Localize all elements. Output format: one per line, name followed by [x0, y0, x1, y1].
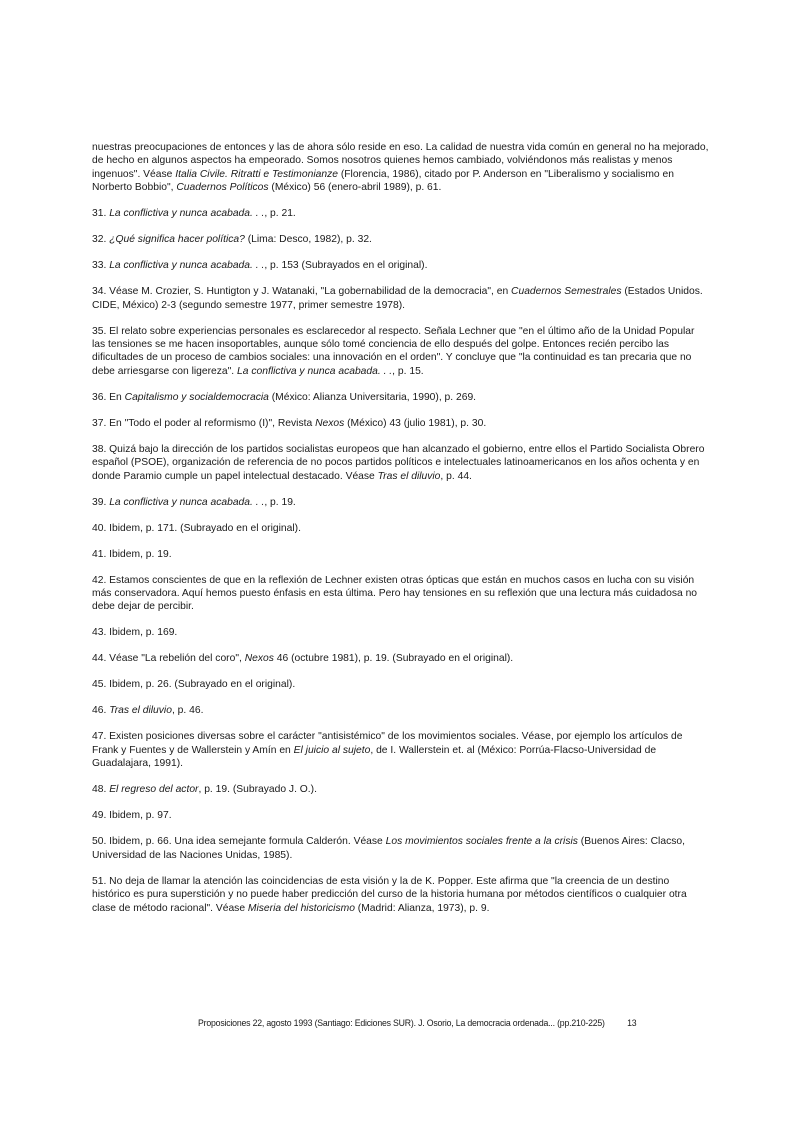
page-footer [198, 1017, 674, 1029]
endnote [92, 443, 710, 483]
endnote [92, 325, 710, 379]
endnote-italic-title: La conflictiva y nunca acabada. . . [109, 208, 265, 220]
endnote-text: (México: Alianza Universitaria, 1990), p. 269. [268, 391, 477, 403]
endnote-text: 43. Ibidem, p. 169. [92, 627, 178, 639]
endnote-text: 38. Quizá bajo la dirección de los partidos socialistas europeos que han alcanzado el gobierno, entre ellos el Partido Socialista Obrero español (PSOE), organización de referencia de no pocos partidos políticos e intelectuales latinoamericanos en los años ochenta y en donde Paramio cumple un papel intelectual destacado. Véase [92, 443, 705, 482]
endnote-text: , p. 15. [392, 365, 424, 377]
endnote [92, 626, 710, 639]
endnote [92, 259, 710, 272]
footer-citation: Proposiciones 22, agosto 1993 (Santiago: Ediciones SUR). J. Osorio, La democracia ordenada... (pp.210-225) [198, 1017, 605, 1028]
endnote [92, 835, 710, 862]
endnote [92, 875, 710, 915]
endnote [92, 496, 710, 509]
endnote-text: 45. Ibidem, p. 26. (Subrayado en el original). [92, 679, 296, 691]
endnote-text: (Lima: Desco, 1982), p. 32. [244, 234, 372, 246]
endnote [92, 391, 710, 404]
endnote [92, 730, 710, 770]
endnote-text: 46 (octubre 1981), p. 19. (Subrayado en el original). [273, 653, 514, 665]
endnote-text: 47. Existen posiciones diversas sobre el carácter "antisistémico" de los movimientos sociales. Véase, por ejemplo los artículos de Frank y Fuentes y de Wallerstein y Amín en [92, 731, 683, 756]
endnote [92, 285, 710, 312]
endnote-text: (Estados Unidos. CIDE, México) 2-3 (segundo semestre 1977, primer semestre 1978). [92, 286, 703, 311]
endnote [92, 141, 710, 195]
endnote-italic-title: Capitalismo y socialdemocracia [124, 391, 269, 403]
endnote-text: (Buenos Aires: Clacso, Universidad de las Naciones Unidas, 1985). [92, 836, 685, 861]
endnote-text: 33. [92, 260, 110, 272]
endnote-text: nuestras preocupaciones de entonces y las de ahora sólo reside en eso. La calidad de nuestra vida común en general no ha mejorado, de hecho en algunos aspectos ha empeorado. Somos nosotros quienes hemos cambiado, volviéndonos más realistas y menos ingenuos". Véase [92, 142, 709, 180]
endnote [92, 783, 710, 796]
endnote [92, 704, 710, 717]
endnote-italic-title: Los movimientos sociales frente a la crisis [385, 836, 578, 848]
endnote-italic-title: ¿Qué significa hacer política? [109, 234, 245, 246]
endnote-text: 37. En "Todo el poder al reformismo (I)", Revista [92, 417, 316, 429]
endnote-text: 42. Estamos conscientes de que en la reflexión de Lechner existen otras ópticas que están en muchos casos en lucha con su visión más conservadora. Aquí hemos puesto énfasis en esta última. Pero hay tensiones en su reflexión que una lectura más cuidadosa no debe dejar de percibir. [92, 574, 698, 613]
endnote-italic-title: Tras el diluvio [109, 705, 172, 717]
endnote-text: 48. [92, 784, 110, 796]
endnote [92, 652, 710, 665]
endnote-text: 46. [92, 705, 110, 717]
endnote-italic-title: El regreso del actor [109, 784, 199, 796]
endnote [92, 809, 710, 822]
endnote-text: 49. Ibidem, p. 97. [92, 810, 172, 822]
endnote-italic-title: Nexos [244, 653, 274, 665]
endnote-text: 44. Véase "La rebelión del coro", [92, 653, 245, 665]
endnote-italic-title: La conflictiva y nunca acabada. . . [109, 496, 265, 508]
endnote-text: , de I. Wallerstein et. al (México: Porrúa-Flacso-Universidad de Guadalajara, 1991). [92, 744, 657, 770]
endnote [92, 233, 710, 246]
endnote-text: , p. 19. [264, 496, 296, 508]
endnote-italic-title: Italia Civile. Ritratti e Testimonianze [175, 168, 338, 180]
endnote-text: 39. [92, 496, 110, 508]
endnote-text: (México) 43 (julio 1981), p. 30. [344, 417, 487, 429]
endnote [92, 207, 710, 220]
endnotes-list [92, 141, 710, 928]
endnote-italic-title: Miseria del historicismo [247, 902, 355, 914]
endnote-italic-title: Tras el diluvio [377, 470, 441, 482]
endnote-text: 31. [92, 208, 110, 220]
endnote-text: , p. 19. (Subrayado J. O.). [198, 784, 317, 796]
endnote-text: , p. 44. [440, 470, 472, 482]
endnote-text: 35. El relato sobre experiencias personales es esclarecedor al respecto. Señala Lechner que "en el último año de la Unidad Popular las tensiones se me hacen insoportables, aunque sólo tomé conciencia de ello después del golpe. Entonces recién percibo las dificultades de un proceso de cambios sociales: una innovación en el orden". Y concluye que "la continuidad es tan precaria que no debe arriesgarse con ligereza". [92, 325, 695, 377]
endnote-italic-title: La conflictiva y nunca acabada. . . [237, 365, 393, 377]
endnote-text: (México) 56 (enero-abril 1989), p. 61. [268, 182, 442, 194]
page-number: 13 [627, 1017, 637, 1028]
endnote-text: , p. 153 (Subrayados en el original). [264, 260, 428, 272]
endnote-text: 41. Ibidem, p. 19. [92, 548, 172, 560]
endnote-italic-title: Cuadernos Semestrales [511, 286, 622, 298]
endnote [92, 417, 710, 430]
endnote-text: 34. Véase M. Crozier, S. Huntigton y J. Watanaki, "La gobernabilidad de la democracia", en [92, 286, 512, 298]
endnote-text: 36. En [92, 391, 125, 403]
endnote-text: 40. Ibidem, p. 171. (Subrayado en el original). [92, 522, 301, 534]
endnote-text: , p. 46. [171, 705, 204, 717]
endnote [92, 548, 710, 561]
endnote-text: 50. Ibidem, p. 66. Una idea semejante formula Calderón. Véase [92, 836, 386, 848]
endnote-text: 32. [92, 234, 110, 246]
endnote [92, 678, 710, 691]
endnote-italic-title: La conflictiva y nunca acabada. . . [109, 260, 265, 272]
endnote [92, 522, 710, 535]
endnote-italic-title: Cuadernos Políticos [176, 182, 269, 194]
endnote [92, 574, 710, 614]
endnote-italic-title: El juicio al sujeto [293, 744, 371, 756]
endnote-text: (Madrid: Alianza, 1973), p. 9. [354, 902, 490, 914]
endnote-text: 51. No deja de llamar la atención las coincidencias de esta visión y la de K. Popper. Este afirma que "la creencia de un destino histórico es pura superstición y no puede haber predicción del curso de la historia humana por métodos científicos o cualquier otra clase de método racional". Véase [92, 875, 687, 914]
endnote-italic-title: Nexos [315, 417, 345, 429]
endnote-text: , p. 21. [264, 208, 296, 220]
endnote-text: (Florencia, 1986), citado por P. Anderson en "Liberalismo y socialismo en Norberto Bobbio", [92, 168, 674, 194]
